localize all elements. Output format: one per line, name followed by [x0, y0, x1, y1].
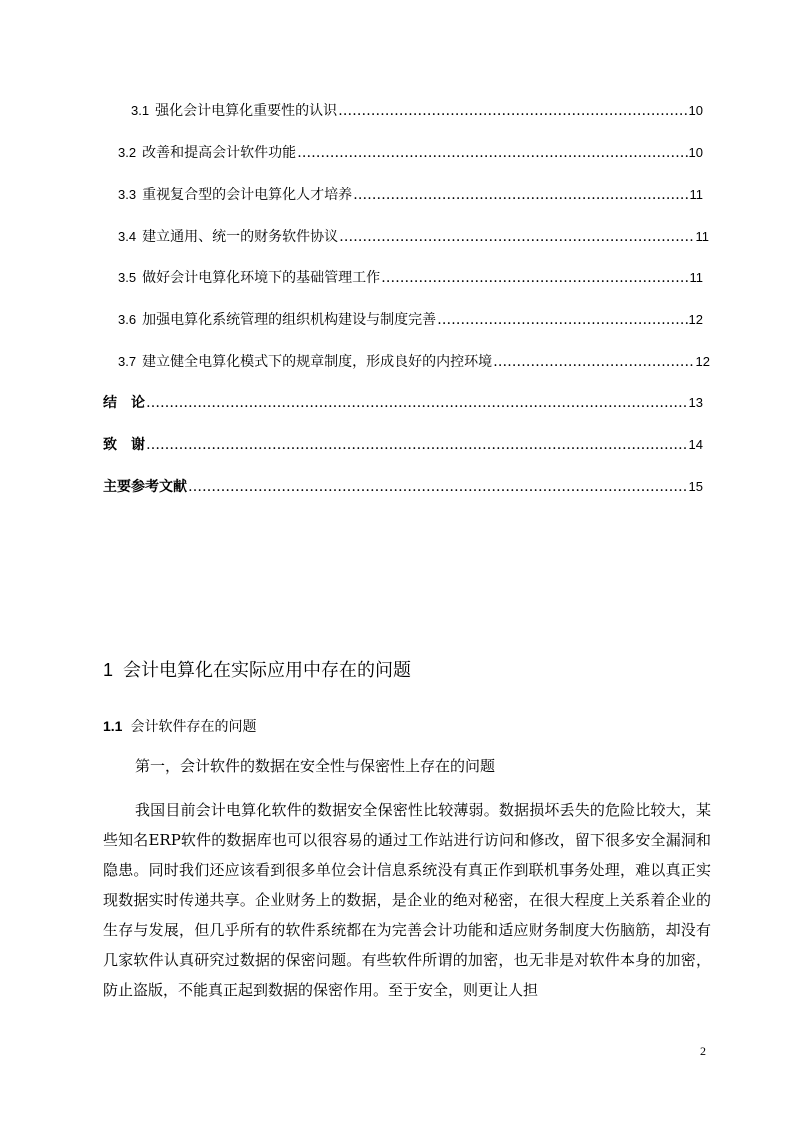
- toc-leader-dots: [339, 228, 694, 246]
- toc-entry-3-6[interactable]: [118, 311, 703, 329]
- toc-entry-title: 重视复合型的会计电算化人才培养: [142, 187, 353, 203]
- toc-entry-number: 3.3: [118, 187, 137, 202]
- toc-leader-dots: [493, 353, 694, 371]
- toc-leader-dots: [381, 269, 688, 287]
- toc-leader-dots: [338, 102, 687, 120]
- toc-entry-number: 3.4: [118, 229, 137, 244]
- section-number: 1: [103, 660, 114, 680]
- toc-leader-dots: [297, 144, 687, 162]
- toc-entry-conclusion[interactable]: [103, 394, 703, 412]
- subsection-number: 1.1: [103, 718, 123, 734]
- toc-entry-3-7[interactable]: [118, 353, 710, 371]
- toc-entry-references[interactable]: [103, 478, 703, 496]
- toc-entry-number: 3.2: [118, 145, 137, 160]
- toc-leader-dots: [146, 394, 688, 412]
- toc-entry-title: 致 谢: [103, 437, 145, 453]
- toc-entry-3-1[interactable]: [131, 102, 703, 120]
- toc-entry-title: 建立健全电算化模式下的规章制度，形成良好的内控环境: [142, 354, 493, 370]
- toc-entry-title: 结 论: [103, 395, 145, 411]
- page-number: 2: [700, 1044, 706, 1058]
- toc-entry-title: 建立通用、统一的财务软件协议: [142, 229, 339, 245]
- toc-entry-3-5[interactable]: [118, 269, 703, 287]
- toc-entry-3-4[interactable]: [118, 228, 709, 246]
- toc-entry-page: 11: [689, 270, 703, 285]
- toc-leader-dots: [188, 478, 688, 496]
- toc-entry-title: 改善和提高会计软件功能: [142, 145, 297, 161]
- toc-entry-3-2[interactable]: [118, 144, 703, 162]
- subsection-title: 会计软件存在的问题: [130, 719, 257, 735]
- toc-entry-page: 12: [688, 312, 703, 327]
- toc-entry-number: 3.7: [118, 354, 137, 369]
- toc-entry-3-3[interactable]: [118, 186, 703, 204]
- subsection-heading: [103, 716, 256, 736]
- paragraph-body: 我国目前会计电算化软件的数据安全保密性比较薄弱。数据损坏丢失的危险比较大，某些知名ERP软件的数据库也可以很容易的通过工作站进行访问和修改，留下很多安全漏洞和隐患。同时我们还应该看到很多单位会计信息系统没有真正作到联机事务处理，难以真正实现数据实时传递共享。企业财务上的数据，是企业的绝对秘密，在很大程度上关系着企业的生存与发展，但几乎所有的软件系统都在为完善会计功能和适应财务制度大伤脑筋，却没有几家软件认真研究过数据的保密问题。有些软件所谓的加密，也无非是对软件本身的加密，防止盗版，不能真正起到数据的保密作用。至于安全，则更让人担: [103, 801, 711, 999]
- toc-leader-dots: [353, 186, 688, 204]
- toc-entry-number: 3.6: [118, 312, 137, 327]
- toc-entry-page: 10: [688, 103, 703, 118]
- toc-entry-title: 加强电算化系统管理的组织机构建设与制度完善: [142, 312, 437, 328]
- toc-leader-dots: [146, 436, 688, 454]
- section-title: 会计电算化在实际应用中存在的问题: [123, 660, 412, 681]
- toc-leader-dots: [437, 311, 687, 329]
- toc-entry-page: 10: [688, 145, 703, 160]
- toc-entry-number: 3.5: [118, 270, 137, 285]
- toc-entry-title: 强化会计电算化重要性的认识: [155, 103, 338, 119]
- toc-entry-title: 做好会计电算化环境下的基础管理工作: [142, 270, 381, 286]
- toc-entry-page: 14: [688, 437, 703, 452]
- toc-entry-page: 12: [695, 354, 710, 369]
- toc-entry-page: 13: [688, 395, 703, 410]
- toc-entry-number: 3.1: [131, 103, 150, 118]
- toc-entry-title: 主要参考文献: [103, 479, 187, 495]
- section-heading: [103, 656, 411, 682]
- toc-entry-acknowledgements[interactable]: [103, 436, 703, 454]
- toc-entry-page: 11: [689, 187, 703, 202]
- toc-entry-page: 15: [688, 479, 703, 494]
- paragraph-lead: 第一，会计软件的数据在安全性与保密性上存在的问题: [135, 757, 496, 775]
- toc-entry-page: 11: [695, 229, 709, 244]
